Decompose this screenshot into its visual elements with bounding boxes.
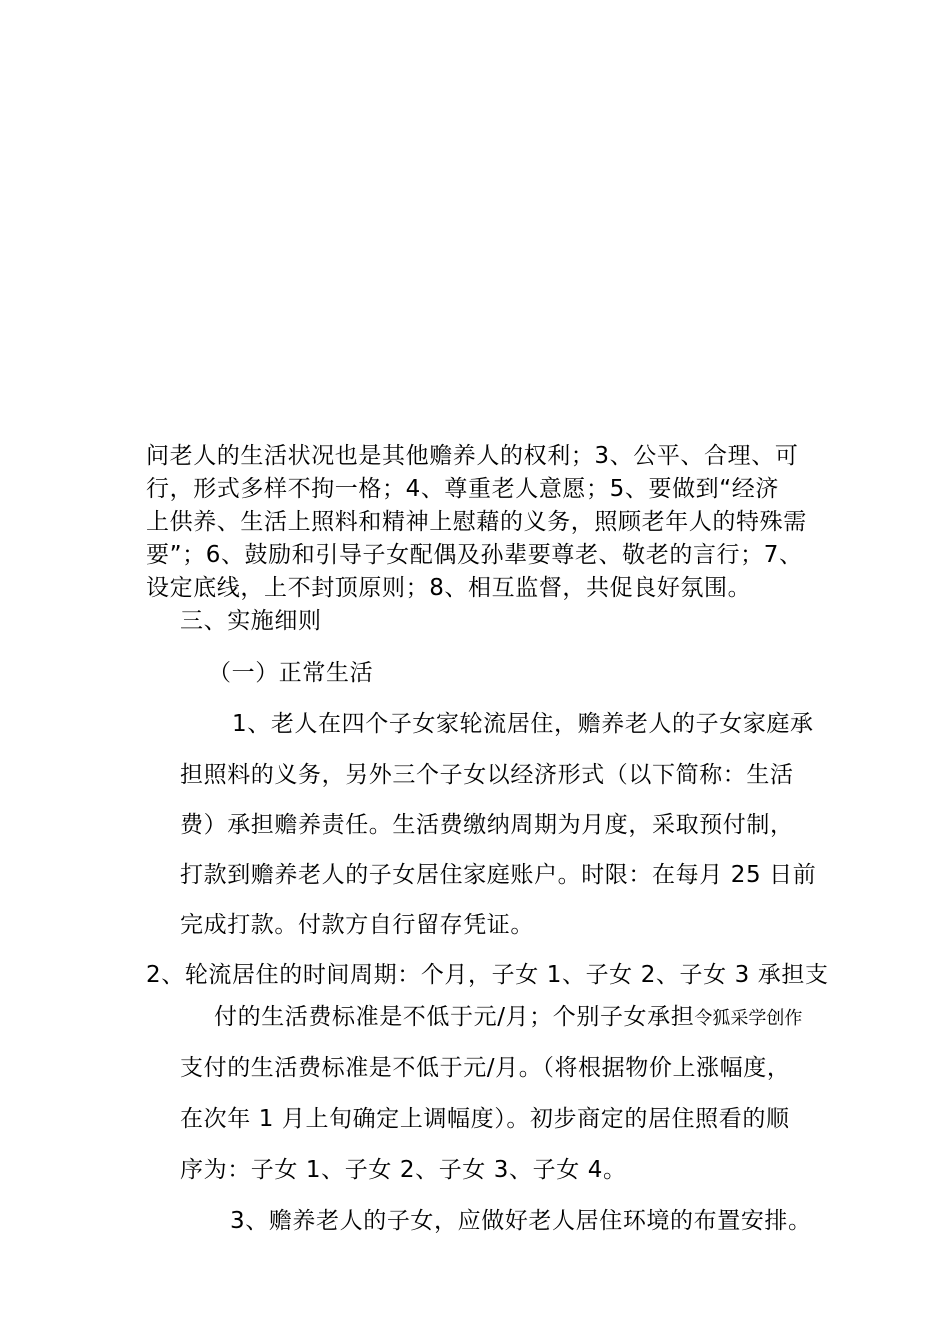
item2-line-1: 2、轮流居住的时间周期：个月，子女 1、子女 2、子女 3 承担支 [146, 962, 829, 988]
item3-line-1: 3、赡养老人的子女，应做好老人居住环境的布置安排。 [230, 1208, 812, 1234]
subsection-heading: （一）正常生活 [208, 660, 374, 686]
item1-line-3: 费）承担赡养责任。生活费缴纳周期为月度，采取预付制， [180, 812, 794, 838]
item1-line-5: 完成打款。付款方自行留存凭证。 [180, 912, 534, 938]
intro-line-1: 问老人的生活状况也是其他赡养人的权利；3、公平、合理、可 [146, 443, 799, 469]
item2-line-3: 支付的生活费标准是不低于元/月。（将根据物价上涨幅度， [180, 1055, 791, 1081]
item1-line-4: 打款到赡养老人的子女居住家庭账户。时限：在每月 25 日前 [180, 862, 817, 888]
item2-line-4: 在次年 1 月上旬确定上调幅度）。初步商定的居住照看的顺 [180, 1106, 790, 1132]
intro-line-2: 行，形式多样不拘一格；4、尊重老人意愿；5、要做到“经济 [146, 476, 779, 502]
item1-line-2: 担照料的义务，另外三个子女以经济形式（以下简称：生活 [180, 762, 794, 788]
intro-line-5: 设定底线，上不封顶原则；8、相互监督，共促良好氛围。 [146, 575, 752, 601]
item2-line-2 [214, 1004, 802, 1032]
intro-line-4: 要”；6、鼓励和引导子女配偶及孙辈要尊老、敬老的言行；7、 [146, 542, 803, 568]
item2-line-2-text: 付的生活费标准是不低于元/月；个别子女承担 [214, 1004, 695, 1030]
section-heading: 三、实施细则 [180, 608, 322, 634]
watermark-text: 令狐采学创作 [694, 1008, 803, 1029]
intro-line-3: 上供养、生活上照料和精神上慰藉的义务，照顾老年人的特殊需 [146, 509, 807, 535]
item1-line-1: 1、老人在四个子女家轮流居住，赡养老人的子女家庭承 [232, 711, 814, 737]
item2-line-5: 序为：子女 1、子女 2、子女 3、子女 4。 [180, 1157, 627, 1183]
